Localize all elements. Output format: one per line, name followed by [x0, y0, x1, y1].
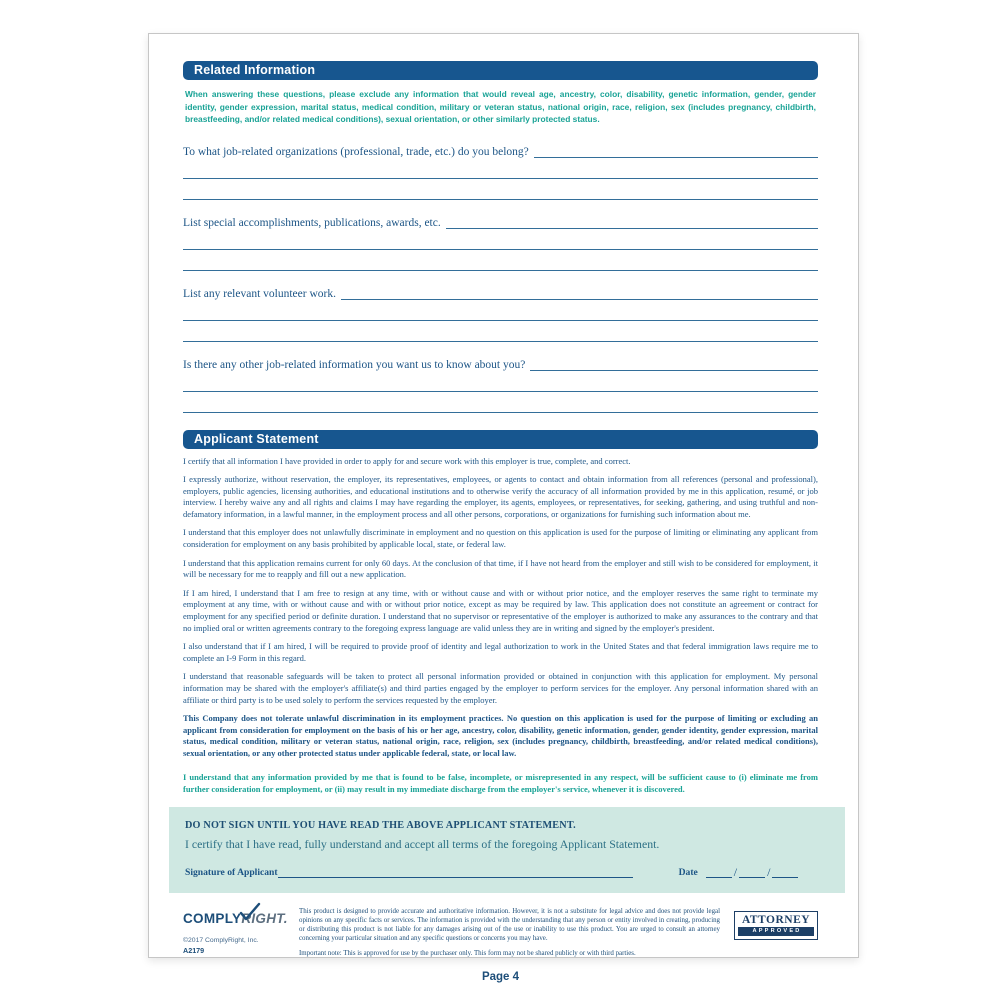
question-group-accomplishments — [183, 209, 818, 271]
badge-attorney-label: ATTORNEY — [741, 913, 811, 926]
badge-approved-label: APPROVED — [738, 927, 814, 936]
question-label: Is there any other job-related information you want us to know about you? — [183, 358, 526, 371]
section-header-related-information: Related Information — [183, 61, 818, 80]
question-label: To what job-related organizations (professional, trade, etc.) do you belong? — [183, 145, 529, 158]
answer-line[interactable] — [534, 144, 818, 158]
page-footer — [183, 907, 818, 958]
logo-text-right: RIGHT. — [241, 910, 288, 926]
signature-box — [169, 807, 845, 893]
date-separator: / — [767, 864, 771, 879]
nondiscrimination-paragraph: This Company does not tolerate unlawful discrimination in its employment practices. No question on this application is used for the purpose of limiting or excluding an applicant from consideration for employment on the basis of his or her age, ancestry, color, disability, genetic information, gender, gender identity, gender expression, marital status, medical condition, military or veteran status, national origin, race, religion, sex (includes pregnancy, childbirth, breastfeeding, and/or related medical conditions), sexual orientation, or any other protected status under applicable federal, state, or local law. — [183, 713, 818, 758]
statement-paragraph: I understand that this employer does not unlawfully discriminate in employment and no question on this application is used for the purpose of limiting or eliminating any applicant from consideration for employment on any basis prohibited by applicable local, state, or federal law. — [183, 527, 818, 550]
statement-paragraph: I expressly authorize, without reservation, the employer, its representatives, employees, or agents to contact and obtain information from all references (personal and professional), employers, public agencies, licensing authorities, and educational institutions and to otherwise verify the accuracy of all information provided by me in this application, resumé, or job interview. I hereby waive any and all rights and claims I may have regarding the employer, its agents, employees, or representatives, for seeking, gathering, and using truthful and non-defamatory information, in a lawful manner, in the employment process and all other persons, corporations, or organizations for furnishing such information about me. — [183, 474, 818, 519]
statement-paragraph: I also understand that if I am hired, I will be required to provide proof of identity and legal authorization to work in the United States and that federal immigration laws require me to complete an I-9 Form in this regard. — [183, 641, 818, 663]
statement-paragraph: I certify that all information I have provided in order to apply for and secure work with this employer is true, complete, and correct. — [183, 455, 631, 466]
answer-line[interactable] — [183, 179, 818, 200]
statement-paragraph: I understand that reasonable safeguards will be taken to protect all personal information provided or obtained in conjunction with this application for employment. My personal information may be shared with the employer's affiliate(s) and third parties engaged by the employer to perform services for the employer. Any personal information shared with an affiliate or third party is to be used solely to perform the services requested by the employer. — [183, 671, 818, 705]
signature-line[interactable] — [278, 866, 633, 878]
important-note-text: Important note: This is approved for use by the purchaser only. This form may not be shared publicly or with third parties. — [299, 949, 636, 957]
answer-line[interactable] — [183, 321, 818, 342]
signature-of-applicant-label: Signature of Applicant — [185, 866, 278, 878]
false-information-paragraph: I understand that any information provided by me that is found to be false, incomplete, or misrepresented in any respect, will be sufficient cause to (i) eliminate me from further consideration for employment, or (ii) may result in my immediate discharge from the employer's service, whenever it is discovered. — [183, 771, 818, 794]
answer-line[interactable] — [183, 371, 818, 392]
statement-paragraph: If I am hired, I understand that I am free to resign at any time, with or without cause and with or without prior notice, and the employer reserves the same right to terminate my employment at any time, with or without cause and with or without prior notice, except as may be required by law. This application does not constitute an agreement or contract for employment for any specified period or definite duration. I understand that no supervisor or representative of the employer is authorized to make any assurances to the contrary and that no implied oral or written agreements contrary to the foregoing express language are valid unless they are in writing and signed by the employer's president. — [183, 587, 818, 633]
checkmark-icon — [239, 903, 261, 921]
question-group-organizations — [183, 138, 818, 200]
legal-disclaimer-block — [295, 907, 734, 958]
certify-statement: I certify that I have read, fully understand and accept all terms of the foregoing Applicant Statement. — [185, 836, 660, 851]
question-label: List special accomplishments, publications, awards, etc. — [183, 216, 441, 229]
answer-line[interactable] — [446, 215, 818, 229]
answer-line[interactable] — [341, 286, 818, 300]
date-day-field[interactable] — [739, 866, 765, 878]
related-information-note: When answering these questions, please exclude any information that would reveal age, ancestry, color, disability, genetic information, gender, gender identity, gender expression, marital status, medical condition, military or veteran status, national origin, race, religion, sex (includes pregnancy, childbirth, breastfeeding, and/or related medical conditions), sexual orientation, or other similarly protected status. — [185, 89, 816, 124]
statement-paragraph: I understand that this application remains current for only 60 days. At the conclusion of that time, if I have not heard from the employer and still wish to be considered for employment, it will be necessary for me to reapply and fill out a new application. — [183, 557, 818, 580]
section-header-applicant-statement: Applicant Statement — [183, 430, 818, 449]
date-separator: / — [733, 864, 738, 879]
answer-line[interactable] — [183, 300, 818, 321]
do-not-sign-warning: DO NOT SIGN UNTIL YOU HAVE READ THE ABOVE APPLICANT STATEMENT. — [185, 819, 576, 831]
copyright-text: ©2017 ComplyRight, Inc. — [183, 936, 259, 944]
page-number: Page 4 — [481, 971, 520, 984]
question-label: List any relevant volunteer work. — [183, 287, 336, 300]
complyright-logo — [183, 910, 295, 928]
answer-line[interactable] — [183, 158, 818, 179]
answer-line[interactable] — [183, 392, 818, 413]
answer-line[interactable] — [183, 229, 818, 250]
answer-line[interactable] — [183, 250, 818, 271]
legal-disclaimer-text: This product is designed to provide accurate and authoritative information. However, it is not a substitute for legal advice and does not provide legal opinions on any specific facts or services. The information is provided with the understanding that any person or entity involved in creating, producing or distributing this product is not liable for any damages arising out of the use or inability to use this product. You are urged to consult an attorney concerning your particular situation and any specific questions or concerns you may have. — [299, 907, 720, 943]
question-group-volunteer-work — [183, 280, 818, 342]
application-form-page — [148, 33, 859, 984]
complyright-brand-block — [183, 907, 295, 958]
answer-line[interactable] — [530, 357, 818, 371]
date-label: Date — [678, 866, 698, 878]
product-code: A2179 — [183, 945, 205, 955]
date-month-field[interactable] — [706, 866, 732, 878]
logo-text-comply: COMPLY — [183, 910, 242, 926]
date-year-field[interactable] — [772, 866, 798, 878]
question-group-other-information — [183, 351, 818, 413]
attorney-approved-badge — [734, 911, 818, 958]
